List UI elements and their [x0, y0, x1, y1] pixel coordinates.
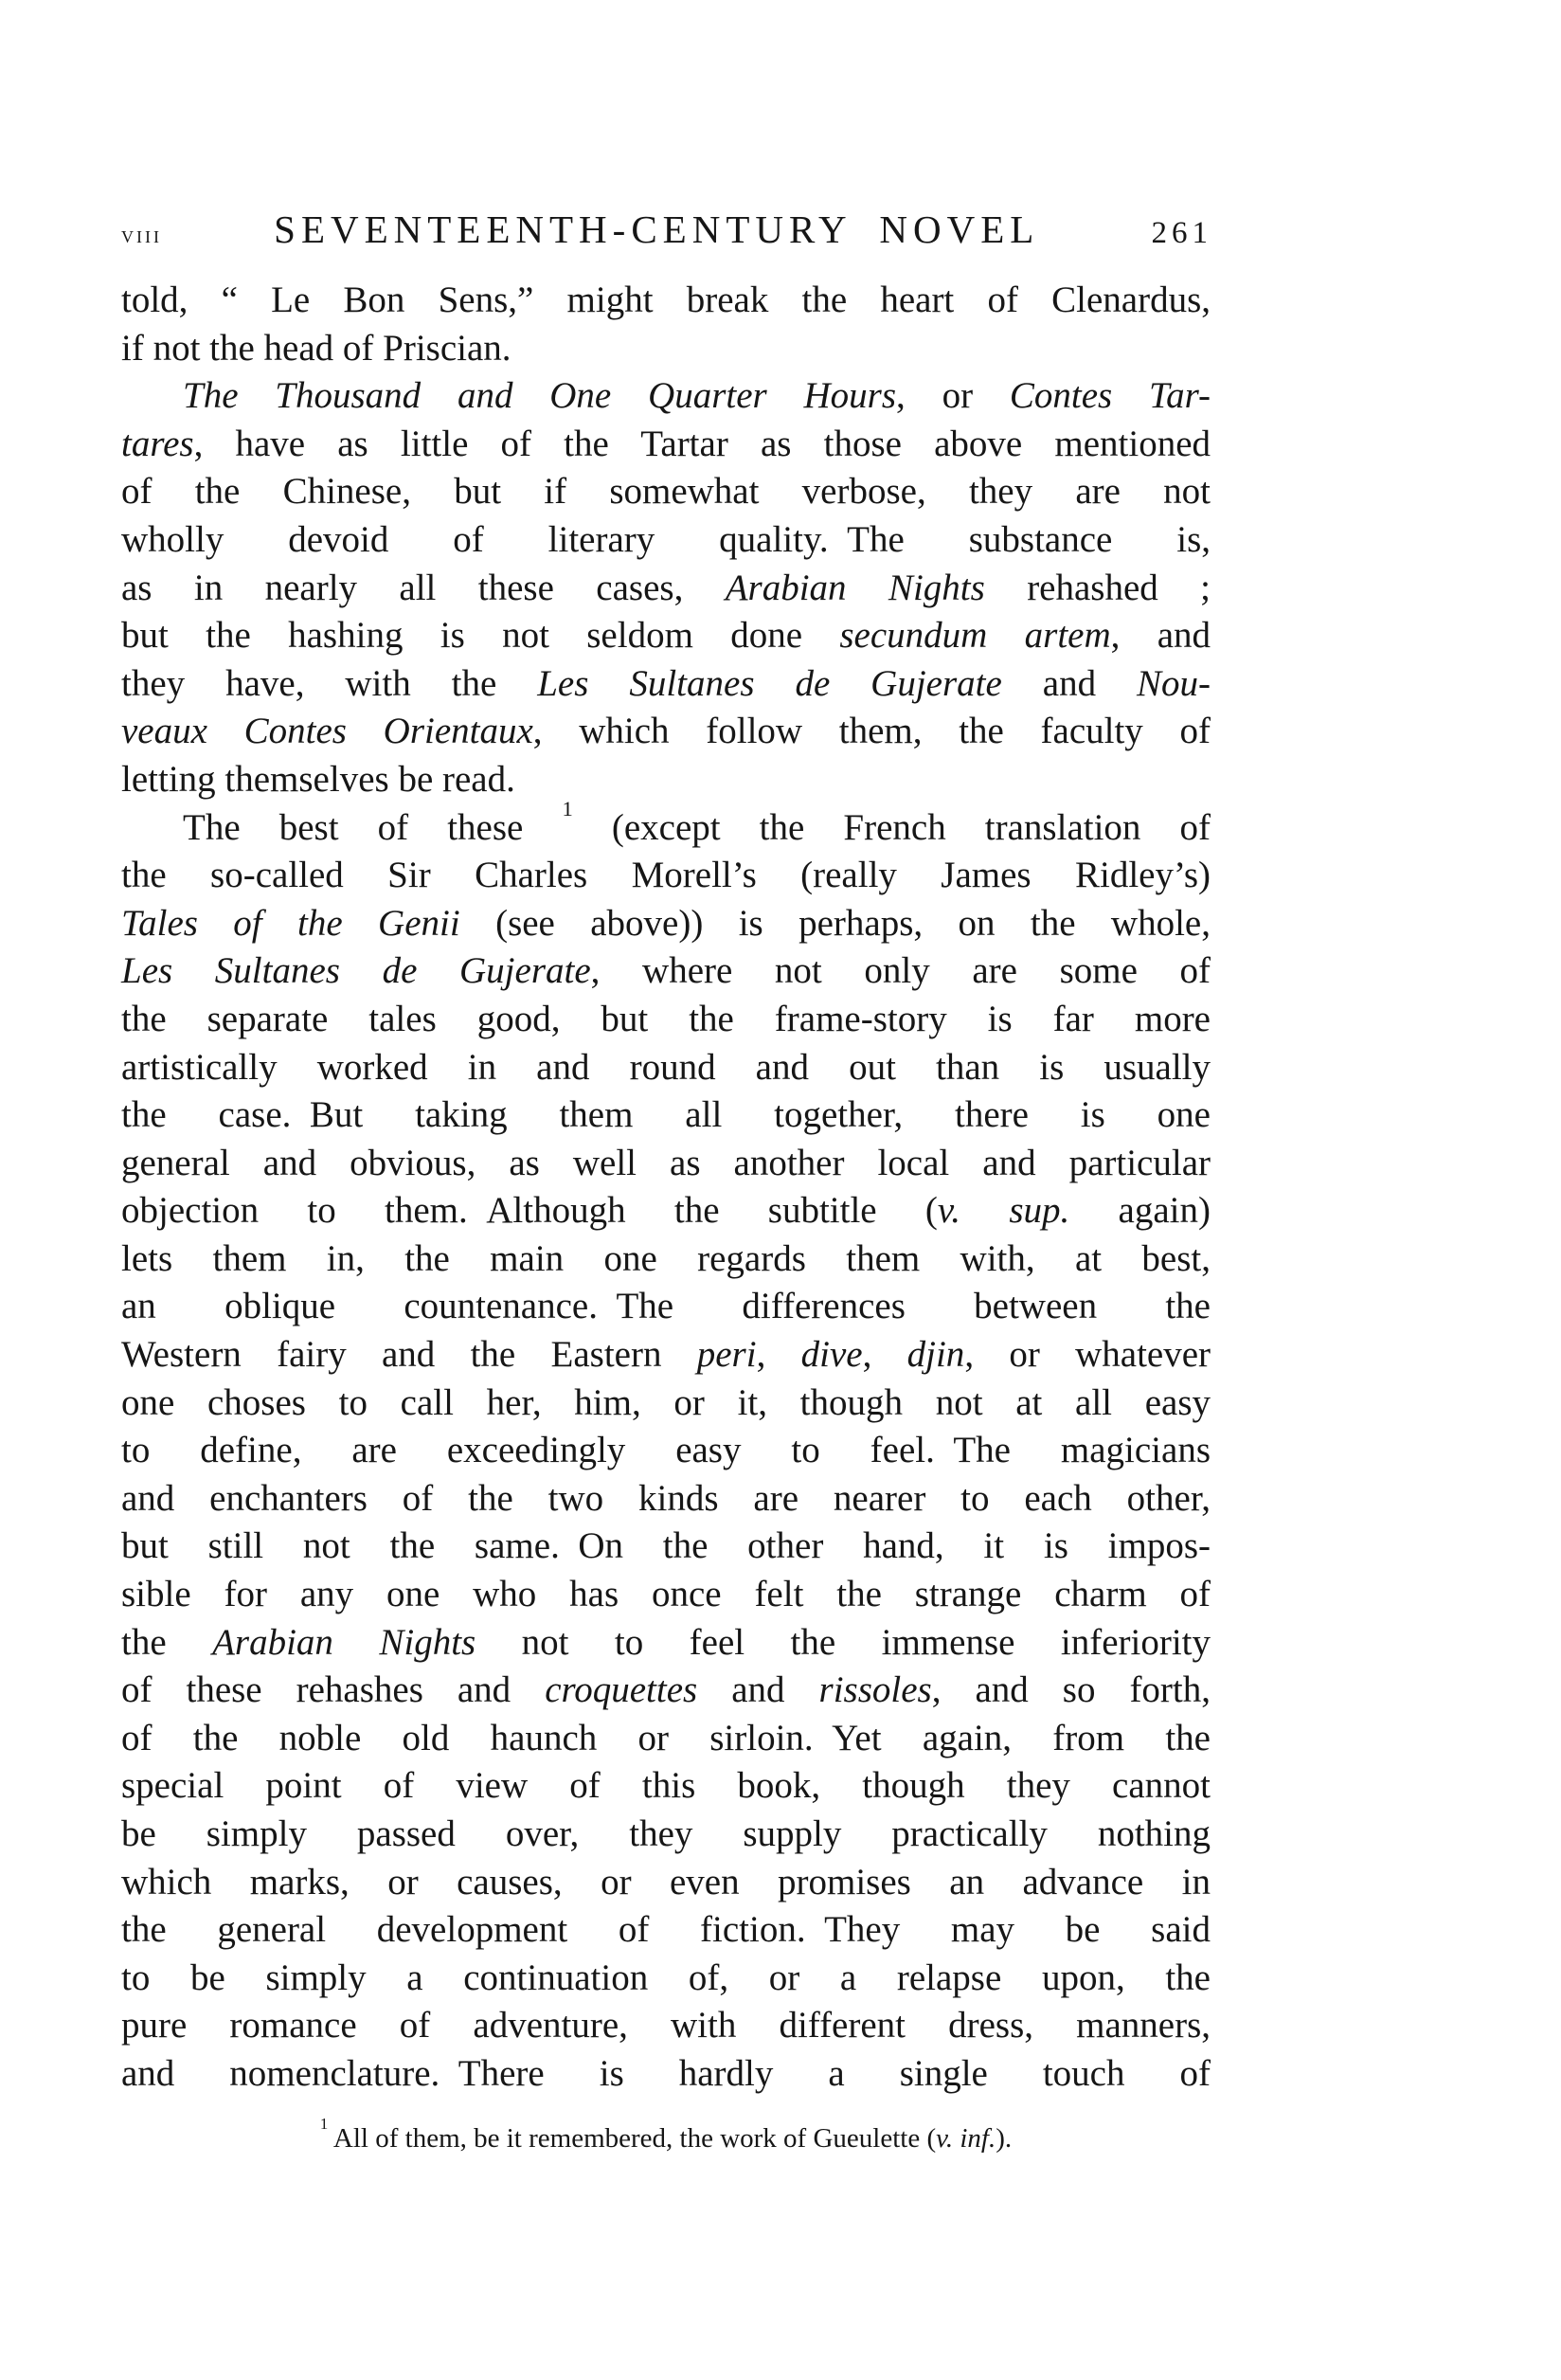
- italic-segment: tares: [121, 423, 194, 464]
- text-segment: if not the head of Priscian.: [121, 327, 511, 369]
- italic-segment: djin: [906, 1334, 965, 1376]
- italic-segment: peri: [696, 1334, 757, 1376]
- text-line: [121, 996, 1211, 1044]
- text-line: [121, 1283, 1211, 1331]
- text-line: [121, 1906, 1211, 1955]
- italic-segment: Les Sultanes de Gujerate: [537, 662, 1002, 704]
- text-segment: , or whatever: [964, 1334, 1211, 1376]
- text-line: [121, 1091, 1211, 1140]
- body-text: [121, 277, 1211, 2099]
- italic-segment: Arabian Nights: [212, 1621, 476, 1663]
- text-segment: , have as little of the Tartar as those above mentioned: [193, 423, 1211, 464]
- text-segment: which marks, or causes, or even promises an advance in: [121, 1861, 1211, 1902]
- text-segment: and enchanters of the two kinds are nearer to each other,: [121, 1477, 1211, 1519]
- text-segment: not to feel the immense inferiority: [475, 1621, 1211, 1663]
- text-segment: of these rehashes and: [121, 1669, 546, 1711]
- text-segment: but the hashing is not seldom done: [121, 615, 840, 657]
- text-segment: ,: [756, 1334, 801, 1376]
- italic-segment: Contes Tar-: [1009, 375, 1211, 417]
- text-segment: (see above)) is perhaps, on the whole,: [459, 902, 1211, 944]
- text-segment: lets them in, the main one regards them with, at best,: [121, 1237, 1211, 1279]
- text-line: [121, 1427, 1211, 1475]
- text-segment: of the noble old haunch or sirloin. Yet again, from the: [121, 1717, 1211, 1758]
- text-segment: to be simply a continuation of, or a relapse upon, the: [121, 1956, 1211, 1998]
- text-segment: as in nearly all these cases,: [121, 567, 726, 608]
- text-segment: , and so forth,: [931, 1669, 1211, 1711]
- footnote-marker: 1: [319, 2115, 329, 2134]
- text-segment: the so-called Sir Charles Morell’s (really James Ridley’s): [121, 855, 1211, 896]
- text-segment: , which follow them, the faculty of: [532, 711, 1211, 752]
- text-line: [121, 796, 1211, 853]
- text-segment: one choses to call her, him, or it, though not at all easy: [121, 1381, 1211, 1423]
- text-segment: and: [697, 1669, 819, 1711]
- text-line: [121, 1379, 1211, 1428]
- italic-segment: croquettes: [545, 1669, 698, 1711]
- text-segment: ).: [996, 2123, 1013, 2154]
- text-segment: wholly devoid of literary quality. The substance is,: [121, 518, 1211, 560]
- text-segment: to define, are exceedingly easy to feel. The magicians: [121, 1430, 1211, 1471]
- text-segment: again): [1069, 1190, 1211, 1232]
- text-segment: the separate tales good, but the frame-story is far more: [121, 998, 1211, 1039]
- text-line: [121, 1475, 1211, 1524]
- text-line: [121, 468, 1211, 516]
- text-segment: of the Chinese, but if somewhat verbose, they are not: [121, 471, 1211, 513]
- text-segment: artistically worked in and round and out than is usually: [121, 1046, 1211, 1088]
- italic-segment: v. inf.: [936, 2123, 996, 2154]
- text-segment: and: [1001, 662, 1138, 704]
- text-segment: letting themselves be read.: [121, 758, 515, 800]
- text-line: [121, 1667, 1211, 1715]
- text-line: [121, 1571, 1211, 1619]
- page-number: 261: [1151, 216, 1212, 250]
- text-segment: an oblique countenance. The differences between the: [121, 1286, 1211, 1327]
- text-segment: Western fairy and the Eastern: [121, 1334, 697, 1376]
- text-line: [121, 1523, 1211, 1571]
- text-segment: and nomenclature. There is hardly a single touch of: [121, 2052, 1211, 2094]
- text-line: [121, 1811, 1211, 1859]
- text-line: [121, 565, 1211, 613]
- text-segment: , and: [1110, 615, 1211, 657]
- text-line: [121, 372, 1211, 421]
- text-line: [121, 516, 1211, 565]
- text-line: [121, 421, 1211, 469]
- italic-segment: Arabian Nights: [725, 567, 985, 608]
- italic-segment: secundum artem: [839, 615, 1111, 657]
- italic-segment: dive: [800, 1334, 863, 1376]
- text-segment: objection to them. Although the subtitle (: [121, 1190, 938, 1232]
- text-line: [121, 947, 1211, 996]
- text-line: [121, 1140, 1211, 1188]
- chapter-number: viii: [121, 223, 162, 248]
- text-segment: (except the French translation of: [572, 806, 1211, 848]
- text-line: [121, 1044, 1211, 1092]
- text-line: [121, 1762, 1211, 1811]
- italic-segment: rissoles: [818, 1669, 932, 1711]
- text-line: [121, 756, 1211, 804]
- text-line: [121, 1619, 1211, 1668]
- text-line: [121, 1955, 1211, 2003]
- footnote: [121, 2115, 1211, 2156]
- text-segment: the general development of fiction. They may be said: [121, 1909, 1211, 1951]
- text-line: [121, 277, 1211, 325]
- text-segment: rehashed ;: [984, 567, 1211, 608]
- text-line: [121, 1187, 1211, 1235]
- text-segment: The best of these: [183, 806, 563, 848]
- text-segment: the case. But taking them all together, there is one: [121, 1094, 1211, 1136]
- text-line: [121, 900, 1211, 948]
- text-segment: special point of view of this book, though they cannot: [121, 1765, 1211, 1807]
- text-line: [121, 708, 1211, 756]
- italic-segment: v. sup.: [937, 1190, 1070, 1232]
- text-line: [121, 2050, 1211, 2099]
- footnote-marker: 1: [562, 796, 573, 820]
- text-line: [121, 1331, 1211, 1379]
- text-segment: be simply passed over, they supply practically nothing: [121, 1813, 1211, 1854]
- text-segment: told, “ Le Bon Sens,” might break the heart of Clenardus,: [121, 279, 1211, 320]
- italic-segment: Tales of the Genii: [121, 902, 460, 944]
- italic-segment: The Thousand and One Quarter Hours: [183, 375, 897, 417]
- text-segment: ,: [862, 1334, 907, 1376]
- text-segment: All of them, be it remembered, the work of Gueulette (: [328, 2123, 937, 2154]
- italic-segment: Nou-: [1137, 662, 1211, 704]
- text-segment: they have, with the: [121, 662, 538, 704]
- text-line: [121, 660, 1211, 709]
- text-line: [121, 325, 1211, 373]
- text-segment: pure romance of adventure, with different dress, manners,: [121, 2005, 1211, 2046]
- text-segment: but still not the same. On the other hand, it is impos-: [121, 1525, 1211, 1567]
- text-segment: sible for any one who has once felt the strange charm of: [121, 1574, 1211, 1615]
- italic-segment: veaux Contes Orientaux: [121, 711, 533, 752]
- text-line: [121, 2002, 1211, 2050]
- text-line: [121, 1715, 1211, 1763]
- page-title: SEVENTEENTH-CENTURY NOVEL: [274, 207, 1040, 251]
- text-line: [121, 1859, 1211, 1907]
- text-segment: , or: [896, 375, 1010, 417]
- text-line: [121, 852, 1211, 900]
- text-segment: , where not only are some of: [590, 950, 1211, 992]
- italic-segment: Les Sultanes de Gujerate: [121, 950, 591, 992]
- text-line: [121, 612, 1211, 660]
- text-line: [121, 1235, 1211, 1284]
- text-segment: the: [121, 1621, 213, 1663]
- text-segment: general and obvious, as well as another local and particular: [121, 1142, 1211, 1183]
- running-head: [121, 207, 1212, 252]
